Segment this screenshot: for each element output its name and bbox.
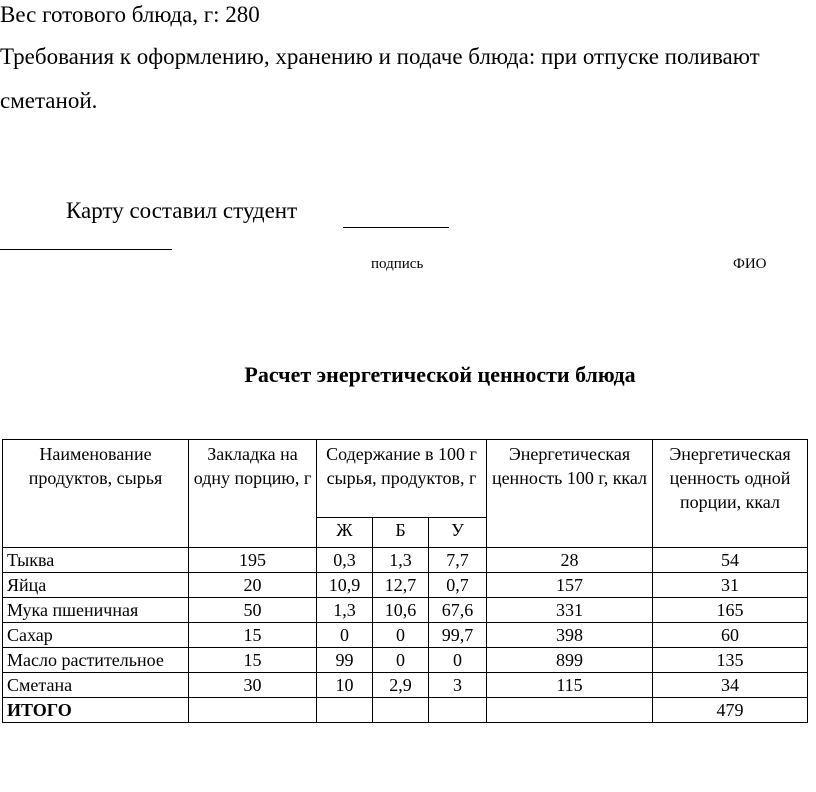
energy-portion-cell: 135 <box>653 648 808 673</box>
product-name: Мука пшеничная <box>3 598 189 623</box>
header-energy-portion: Энергетическая ценность одной порции, ккал <box>653 440 808 548</box>
table-row <box>3 573 808 598</box>
energy100-cell: 28 <box>487 548 653 573</box>
section-title: Расчет энергетической ценности блюда <box>244 362 636 387</box>
fat-cell: 0 <box>317 623 373 648</box>
header-fat: Ж <box>317 518 373 548</box>
fat-cell: 99 <box>317 648 373 673</box>
total-energy: 479 <box>653 698 808 723</box>
energy-portion-cell: 31 <box>653 573 808 598</box>
carbs-cell: 7,7 <box>429 548 487 573</box>
amount-cell: 15 <box>189 623 317 648</box>
protein-cell: 0 <box>373 648 429 673</box>
name-caption: ФИО <box>733 256 767 272</box>
energy-portion-cell: 165 <box>653 598 808 623</box>
table-row <box>3 548 808 573</box>
dish-weight: Вес готового блюда, г: 280 <box>0 2 260 27</box>
energy100-cell: 331 <box>487 598 653 623</box>
serving-requirements-cont: сметаной. <box>0 88 98 113</box>
header-content: Содержание в 100 г сырья, продуктов, г <box>317 440 487 518</box>
fat-cell: 1,3 <box>317 598 373 623</box>
header-amount: Закладка на одну порцию, г <box>189 440 317 548</box>
energy-portion-cell: 54 <box>653 548 808 573</box>
energy100-cell: 157 <box>487 573 653 598</box>
carbs-cell: 0 <box>429 648 487 673</box>
protein-cell: 1,3 <box>373 548 429 573</box>
protein-cell: 0 <box>373 623 429 648</box>
total-row <box>3 698 808 723</box>
product-name: Сахар <box>3 623 189 648</box>
fat-cell: 10 <box>317 673 373 698</box>
amount-cell: 50 <box>189 598 317 623</box>
header-name: Наименование продуктов, сырья <box>3 440 189 548</box>
name-blank <box>0 249 172 250</box>
signature-text: Карту составил студент <box>66 198 298 223</box>
energy100-cell: 398 <box>487 623 653 648</box>
empty-cell <box>487 698 653 723</box>
carbs-cell: 0,7 <box>429 573 487 598</box>
product-name: Тыква <box>3 548 189 573</box>
energy-portion-cell: 60 <box>653 623 808 648</box>
header-energy-100g: Энергетическая ценность 100 г, ккал <box>487 440 653 548</box>
energy100-cell: 115 <box>487 673 653 698</box>
amount-cell: 20 <box>189 573 317 598</box>
table-row <box>3 673 808 698</box>
product-name: Яйца <box>3 573 189 598</box>
table-row <box>3 648 808 673</box>
header-protein: Б <box>373 518 429 548</box>
empty-cell <box>429 698 487 723</box>
total-label: ИТОГО <box>3 698 189 723</box>
carbs-cell: 67,6 <box>429 598 487 623</box>
protein-cell: 10,6 <box>373 598 429 623</box>
carbs-cell: 3 <box>429 673 487 698</box>
amount-cell: 15 <box>189 648 317 673</box>
signature-blank <box>343 227 449 228</box>
table-row <box>3 598 808 623</box>
empty-cell <box>373 698 429 723</box>
energy-portion-cell: 34 <box>653 673 808 698</box>
energy-value-table <box>2 439 808 723</box>
serving-requirements: Требования к оформлению, хранению и подаче блюда: при отпуске поливают <box>0 44 760 69</box>
table-row <box>3 623 808 648</box>
amount-cell: 30 <box>189 673 317 698</box>
protein-cell: 12,7 <box>373 573 429 598</box>
energy100-cell: 899 <box>487 648 653 673</box>
product-name: Масло растительное <box>3 648 189 673</box>
empty-cell <box>317 698 373 723</box>
carbs-cell: 99,7 <box>429 623 487 648</box>
amount-cell: 195 <box>189 548 317 573</box>
header-carbs: У <box>429 518 487 548</box>
signature-caption: подпись <box>371 256 424 272</box>
empty-cell <box>189 698 317 723</box>
product-name: Сметана <box>3 673 189 698</box>
protein-cell: 2,9 <box>373 673 429 698</box>
fat-cell: 0,3 <box>317 548 373 573</box>
fat-cell: 10,9 <box>317 573 373 598</box>
